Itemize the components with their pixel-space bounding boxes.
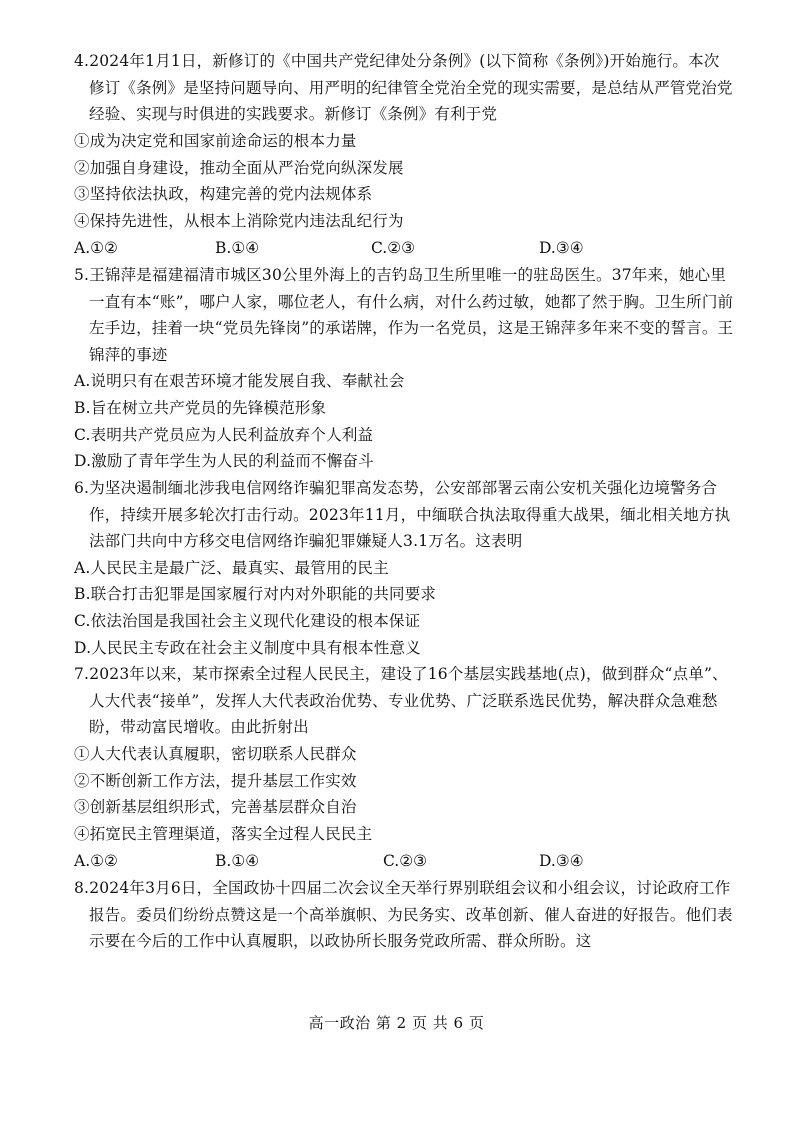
question-7-item-4: ④拓宽民主管理渠道，落实全过程人民民主 xyxy=(74,825,373,843)
question-6-option-c[interactable]: C.依法治国是我国社会主义现代化建设的根本保证 xyxy=(74,612,421,630)
question-4-option-c[interactable]: C.②③ xyxy=(371,239,416,257)
question-4-option-d[interactable]: D.③④ xyxy=(539,239,584,257)
question-4-options xyxy=(74,235,734,262)
question-4-option-b[interactable]: B.①④ xyxy=(215,239,260,257)
question-4-item-4: ④保持先进性，从根本上消除党内违法乱纪行为 xyxy=(74,212,404,230)
question-4-item-2: ②加强自身建设，推动全面从严治党向纵深发展 xyxy=(74,159,404,177)
question-5-option-c[interactable]: C.表明共产党员应为人民利益放弃个人利益 xyxy=(74,426,374,444)
question-7-options xyxy=(74,848,734,875)
question-7-option-b[interactable]: B.①④ xyxy=(215,852,260,870)
question-7-item-2: ②不断创新工作方法，提升基层工作实效 xyxy=(74,772,357,790)
question-7-option-c[interactable]: C.②③ xyxy=(383,852,428,870)
question-7-item-3: ③创新基层组织形式，完善基层群众自治 xyxy=(74,798,357,816)
question-4-item-3: ③坚持依法执政，构建完善的党内法规体系 xyxy=(74,185,373,203)
question-7-option-d[interactable]: D.③④ xyxy=(539,852,584,870)
question-5-option-a[interactable]: A.说明只有在艰苦环境才能发展自我、奉献社会 xyxy=(74,372,405,390)
page-footer: 高一政治 第 2 页 共 6 页 xyxy=(308,1014,485,1032)
question-8-stem: 8.2024年3月6日，全国政协十四届二次会议全天举行界别联组会议和小组会议，讨论政府工作报告。委员们纷纷点赞这是一个高举旗帜、为民务实、改革创新、催人奋进的好报告。他们表示要在今后的工作中认真履职，以政协所长服务党政所需、群众所盼。这 xyxy=(74,879,733,950)
question-5-stem: 5.王锦萍是福建福清市城区30公里外海上的吉钓岛卫生所里唯一的驻岛医生。37年来，她心里一直有本“账”，哪户人家，哪位老人，有什么病，对什么药过敏，她都了然于胸。卫生所门前左手边，挂着一块“党员先锋岗”的承诺牌，作为一名党员，这是王锦萍多年来不变的誓言。王锦萍的事迹 xyxy=(74,266,734,364)
question-6-option-d[interactable]: D.人民民主专政在社会主义制度中具有根本性意义 xyxy=(74,639,421,657)
question-4-item-1: ①成为决定党和国家前途命运的根本力量 xyxy=(74,132,357,150)
question-6-option-a[interactable]: A.人民民主是最广泛、最真实、最管用的民主 xyxy=(74,559,389,577)
question-7-option-a[interactable]: A.①② xyxy=(74,852,118,870)
question-7-stem: 7.2023年以来，某市探索全过程人民民主，建设了16个基层实践基地(点)，做到群众“点单”、人大代表“接单”，发挥人大代表政治优势、专业优势、广泛联系选民优势，解决群众急难愁盼，带动富民增收。由此折射出 xyxy=(74,665,728,736)
question-5-option-d[interactable]: D.激励了青年学生为人民的利益而不懈奋斗 xyxy=(74,452,374,470)
question-5-option-b[interactable]: B.旨在树立共产党员的先锋模范形象 xyxy=(74,399,327,417)
question-7-item-1: ①人大代表认真履职，密切联系人民群众 xyxy=(74,745,357,763)
question-4-stem: 4.2024年1月1日，新修订的《中国共产党纪律处分条例》(以下简称《条例》)开始施行。本次修订《条例》是坚持问题导向、用严明的纪律管全党治全党的现实需要，是总结从严管党治党经验、实现与时俱进的实践要求。新修订《条例》有利于党 xyxy=(74,52,733,123)
question-6-option-b[interactable]: B.联合打击犯罪是国家履行对内对外职能的共同要求 xyxy=(74,585,437,603)
question-4-option-a[interactable]: A.①② xyxy=(74,239,118,257)
question-6-stem: 6.为坚决遏制缅北涉我电信网络诈骗犯罪高发态势，公安部部署云南公安机关强化边境警务合作，持续开展多轮次打击行动。2023年11月，中缅联合执法取得重大战果，缅北相关地方执法部门共向中方移交电信网络诈骗犯罪嫌疑人3.1万名。这表明 xyxy=(74,479,731,550)
